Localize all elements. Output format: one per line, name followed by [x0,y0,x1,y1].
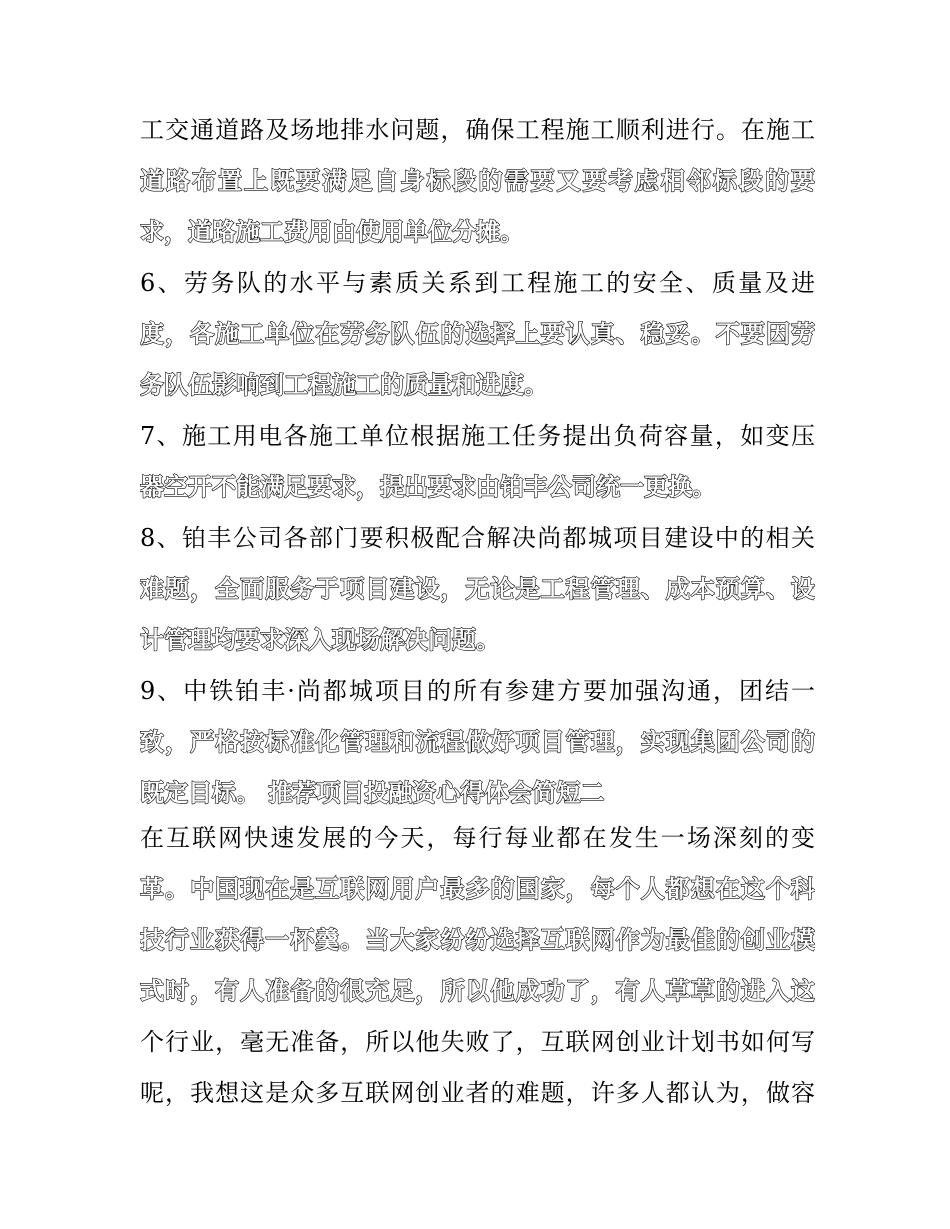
text-line: 7、施工用电各施工单位根据施工任务提出负荷容量，如变压 [140,422,815,450]
text-line: 器空开不能满足要求，提出要求由铂丰公司统一更换。 [140,473,716,501]
text-line: 革。中国现在是互联网用户最多的国家，每个人都想在这个科 [140,875,815,903]
text-line: 式时，有人准备的很充足，所以他成功了，有人草草的进入这 [140,977,815,1005]
text-line: 9、中铁铂丰·尚都城项目的所有参建方要加强沟通，团结一 [140,677,815,705]
text-line: 度，各施工单位在劳务队伍的选择上要认真、稳妥。不要因劳 [140,320,815,348]
text-line: 技行业获得一杯羹。当大家纷纷选择互联网作为最佳的创业模 [140,926,815,954]
text-line: 在互联网快速发展的今天，每行每业都在发生一场深刻的变 [140,824,815,852]
text-line: 6、劳务队的水平与素质关系到工程施工的安全、质量及进 [140,269,815,297]
text-line: 计管理均要求深入现场解决问题。 [140,626,500,654]
text-line: 难题，全面服务于项目建设，无论是工程管理、成本预算、设 [140,575,815,603]
text-line: 致，严格按标准化管理和流程做好项目管理，实现集团公司的 [140,728,815,756]
text-line: 8、铂丰公司各部门要积极配合解决尚都城项目建设中的相关 [140,524,815,552]
text-line: 既定目标。 推荐项目投融资心得体会简短二 [140,779,605,807]
text-line: 个行业，毫无准备，所以他失败了，互联网创业计划书如何写 [140,1028,815,1056]
text-line: 务队伍影响到工程施工的质量和进度。 [140,371,548,399]
text-line: 求，道路施工费用由使用单位分摊。 [140,218,524,246]
text-line: 呢，我想这是众多互联网创业者的难题，许多人都认为，做容 [140,1079,815,1107]
text-line: 工交通道路及场地排水问题，确保工程施工顺利进行。在施工 [140,116,815,144]
text-line: 道路布置上既要满足自身标段的需要又要考虑相邻标段的要 [140,167,815,195]
